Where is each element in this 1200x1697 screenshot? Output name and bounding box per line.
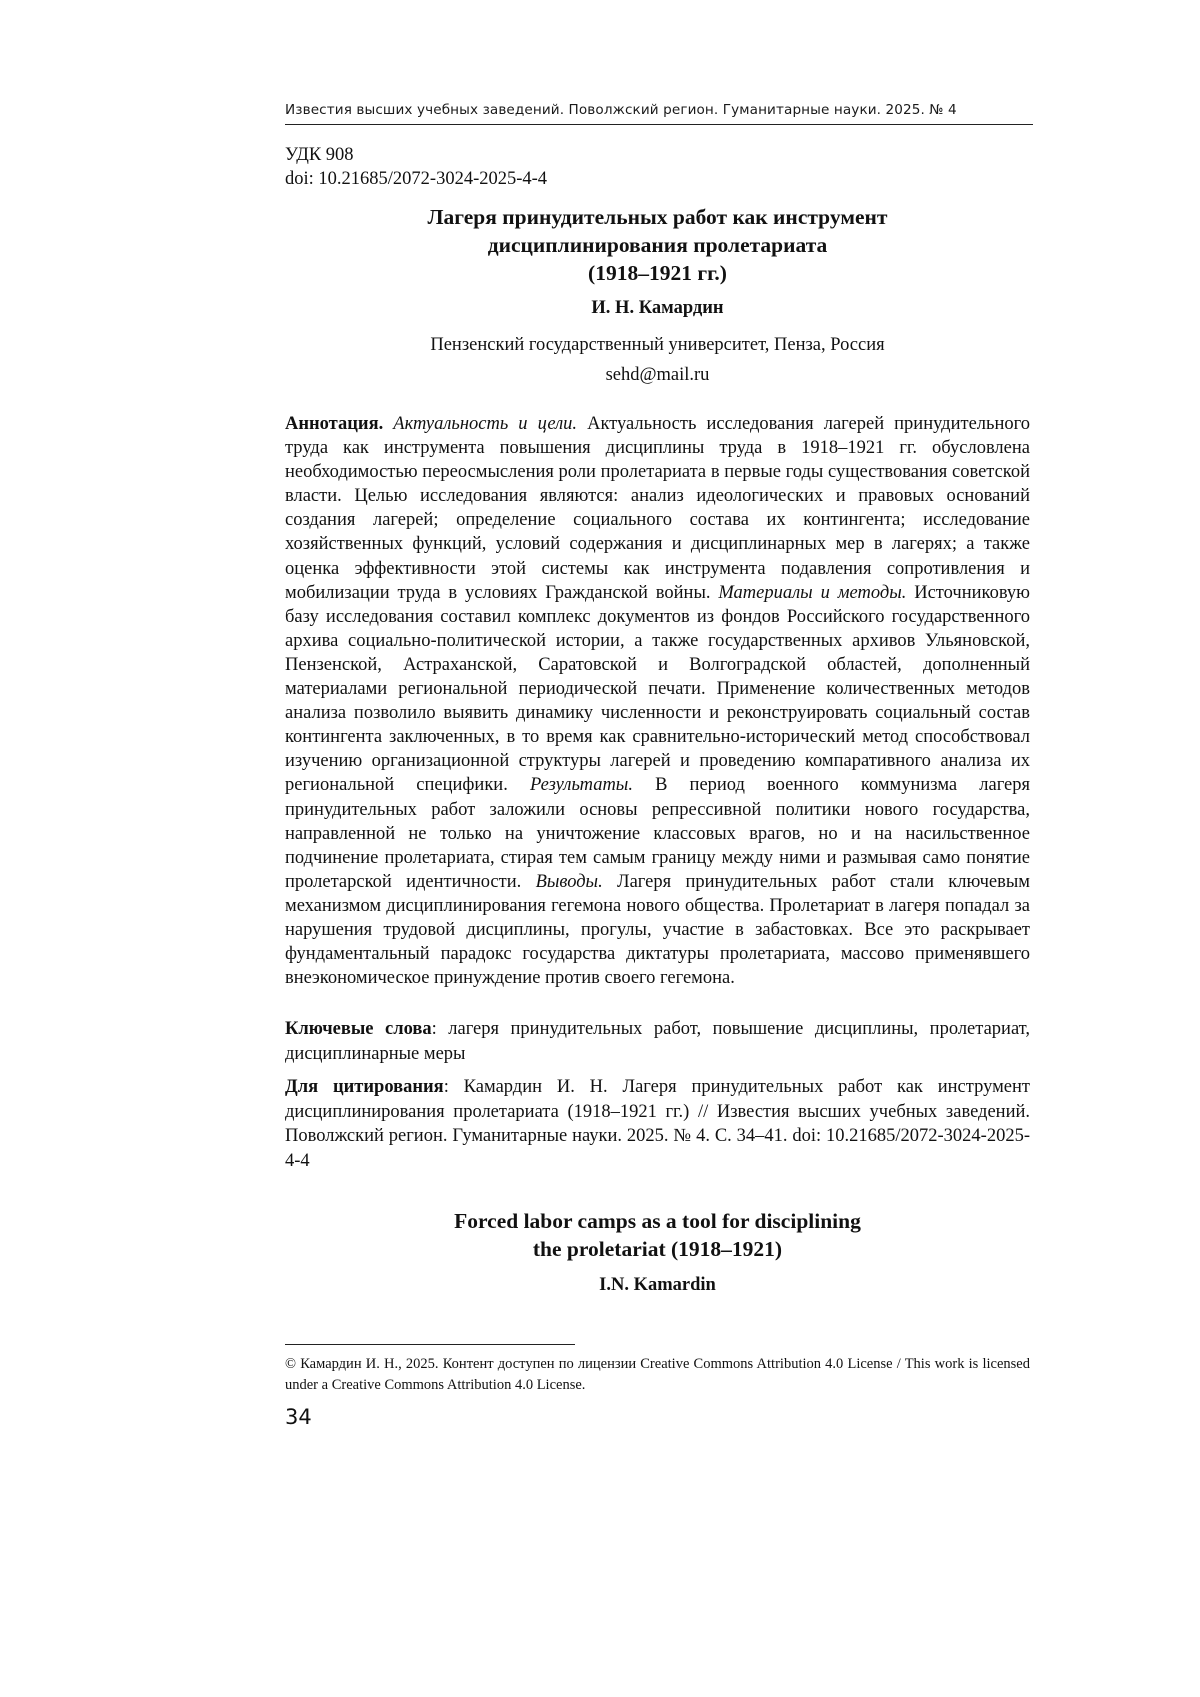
abstract-relevance-label: Актуальность и цели. [393, 414, 578, 434]
header-divider [285, 124, 1033, 125]
abstract-relevance-text: Актуальность исследования лагерей принудительного труда как инструмента повышения дисциплины труда в 1918–1921 гг. обусловлена необходимостью переосмысления роли пролетариата в первые годы существования советской власти. Целью исследования являются: анализ идеологических и правовых оснований создания лагерей; определение социального состава их контингента; исследование хозяйственных функций, условий содержания и дисциплинарных мер в лагерях; а также оценка эффективности этой системы как инструмента подавления сопротивления и мобилизации труда в условиях Гражданской войны. [285, 414, 1030, 603]
page-number: 34 [285, 1405, 312, 1429]
keywords [285, 1017, 1030, 1066]
abstract-results-text: В период военного коммунизма лагеря принудительных работ заложили основы репрессивной политики нового государства, направленной не только на уничтожение классовых врагов, но и на насильственное подчинение пролетариата, стирая тем самым границу между ними и размывая само понятие пролетарской идентичности. [285, 775, 1031, 892]
citation [285, 1075, 1030, 1173]
author-email: sehd@mail.ru [605, 365, 710, 385]
keywords-text: : лагеря принудительных работ, повышение дисциплины, пролетариат, дисциплинарные меры [285, 1019, 1030, 1064]
license-footnote: © Камардин И. Н., 2025. Контент доступен по лицензии Creative Commons Attribution 4.0 License / This work is licensed under a Creative Commons Attribution 4.0 License. [285, 1356, 1030, 1393]
author-name-ru: И. Н. Камардин [591, 298, 724, 318]
abstract [285, 412, 1030, 990]
keywords-label: Ключевые слова [285, 1019, 432, 1039]
doi-line: doi: 10.21685/2072-3024-2025-4-4 [285, 169, 548, 189]
abstract-conclusions-label: Выводы. [535, 871, 603, 892]
article-title-ru [285, 203, 1030, 287]
footnote-divider [285, 1344, 575, 1345]
abstract-label: Аннотация. [285, 414, 384, 434]
running-head: Известия высших учебных заведений. Поволжский регион. Гуманитарные науки. 2025. № 4 [285, 102, 957, 118]
citation-text: : Камардин И. Н. Лагеря принудительных работ как инструмент дисциплинирования пролетариата (1918–1921 гг.) // Известия высших учебных заведений. Поволжский регион. Гуманитарные науки. 2025. № 4. С. 34–41. doi: 10.21685/2072-3024-2025-4-4 [285, 1077, 1030, 1171]
abstract-methods-label: Материалы и методы. [718, 582, 907, 603]
citation-label: Для цитирования [285, 1077, 444, 1097]
title-ru-line-1: Лагеря принудительных работ как инструмент [427, 205, 888, 229]
abstract-results-label: Результаты. [529, 775, 633, 796]
title-en-line-2: the proletariat (1918–1921) [532, 1237, 783, 1261]
title-ru-line-3: (1918–1921 гг.) [588, 261, 727, 285]
affiliation-ru: Пензенский государственный университет, Пенза, Россия [430, 335, 885, 355]
title-ru-line-2: дисциплинирования пролетариата [487, 233, 828, 257]
abstract-methods-text: Источниковую базу исследования составил комплекс документов из фондов Российского государственного архива социально-политической истории, а также государственных архивов Ульяновской, Пензенской, Астраханской, Саратовской и Волгоградской областей, дополненный материалами региональной периодической печати. Применение количественных методов анализа позволило выявить динамику численности и реконструировать социальный состав контингента заключенных, в то время как сравнительно-исторический метод способствовал изучению организационной структуры лагерей и проведению компаративного анализа их региональной специфики. [285, 582, 1030, 796]
author-name-en: I.N. Kamardin [599, 1275, 716, 1295]
title-en-line-1: Forced labor camps as a tool for disciplining [454, 1209, 861, 1233]
abstract-conclusions-text: Лагеря принудительных работ стали ключевым механизмом дисциплинирования гегемона нового общества. Пролетариат в лагеря попадал за нарушения трудовой дисциплины, прогулы, участие в забастовках. Все это раскрывает фундаментальный парадокс государства диктатуры пролетариата, массово применявшего внеэкономическое принуждение против своего гегемона. [285, 871, 1031, 989]
article-title-en [285, 1207, 1030, 1263]
udk-code: УДК 908 [285, 145, 354, 165]
